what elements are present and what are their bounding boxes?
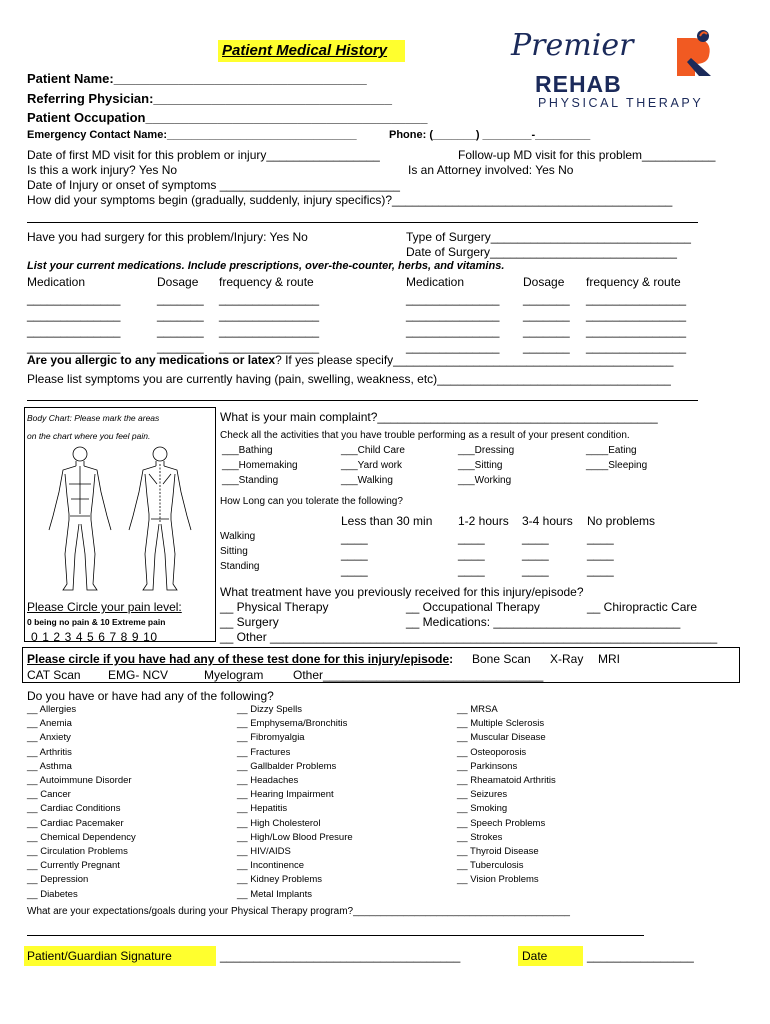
condition-item[interactable]: __ Speech Problems <box>457 817 546 829</box>
med-header-freq-right: frequency & route <box>586 275 681 289</box>
med-header-freq-left: frequency & route <box>219 275 314 289</box>
tolerate-blank[interactable]: ____ <box>458 563 485 577</box>
condition-item[interactable]: __ Osteoporosis <box>457 746 527 758</box>
condition-item[interactable]: __ Strokes <box>457 831 503 843</box>
condition-item[interactable]: __ Fibromyalgia <box>237 732 305 744</box>
condition-item[interactable]: __ Asthma <box>27 760 72 772</box>
patient-occupation-field[interactable]: Patient Occupation_______________________________________ <box>27 110 428 125</box>
condition-item[interactable]: __ Headaches <box>237 775 299 786</box>
condition-item[interactable]: __ Emphysema/Bronchitis <box>237 718 348 730</box>
tolerate-blank[interactable]: ____ <box>341 531 368 545</box>
dose-blank[interactable]: _______ <box>157 324 204 338</box>
date-label: Date <box>522 949 548 963</box>
phone-field[interactable]: Phone: (_______) ________-_________ <box>389 129 591 141</box>
test-other[interactable]: Other_________________________________ <box>293 668 544 682</box>
med-header-medication-right: Medication <box>406 275 465 289</box>
condition-item[interactable]: __ Kidney Problems <box>237 874 323 886</box>
dose-blank[interactable]: _______ <box>157 340 204 354</box>
tolerate-header-3-4: 3-4 hours <box>522 514 573 528</box>
condition-item[interactable]: __ Seizures <box>457 789 508 801</box>
pain-level-label: Please Circle your pain level: <box>27 600 182 614</box>
freq-blank[interactable]: _______________ <box>219 292 320 306</box>
tolerate-row-standing: Standing <box>220 561 260 572</box>
blank-answer-line[interactable] <box>27 222 698 223</box>
activity-homemaking[interactable]: ___Homemaking <box>222 460 298 471</box>
med-blank[interactable]: ______________ <box>27 340 121 354</box>
activity-eating[interactable]: ____Eating <box>586 445 637 456</box>
type-of-surgery-field[interactable]: Type of Surgery______________________________ <box>406 230 691 244</box>
med-blank[interactable]: ______________ <box>406 340 500 354</box>
treatment-occupational-therapy[interactable]: __ Occupational Therapy <box>406 600 540 614</box>
signature-label: Patient/Guardian Signature <box>27 949 172 963</box>
freq-blank[interactable]: _______________ <box>219 340 320 354</box>
allergy-bold: Are you allergic to any medications or latex <box>27 353 276 367</box>
body-chart-figures[interactable] <box>25 444 215 594</box>
condition-item[interactable]: __ Anxiety <box>27 732 71 744</box>
emergency-contact-field[interactable]: Emergency Contact Name:_______________________________ <box>27 129 357 141</box>
dose-blank[interactable]: _______ <box>157 292 204 306</box>
tolerate-question: How Long can you tolerate the following? <box>220 496 403 507</box>
condition-item[interactable]: __ Allergies <box>27 704 77 715</box>
body-chart-caption-2: on the chart where you feel pain. <box>27 431 151 441</box>
date-of-injury-field[interactable]: Date of Injury or onset of symptoms ___________________________ <box>27 178 400 192</box>
freq-blank[interactable]: _______________ <box>586 340 687 354</box>
logo-rehab-text: REHAB <box>535 71 622 97</box>
condition-item[interactable]: __ Gallbalder Problems <box>237 760 337 772</box>
condition-item[interactable]: __ Currently Pregnant <box>27 860 120 872</box>
dose-blank[interactable]: _______ <box>523 308 570 322</box>
med-blank[interactable]: ______________ <box>406 308 500 322</box>
freq-blank[interactable]: _______________ <box>219 308 320 322</box>
condition-item[interactable]: __ Metal Implants <box>237 888 312 900</box>
tolerate-blank[interactable]: ____ <box>587 547 614 561</box>
tolerate-blank[interactable]: ____ <box>341 547 368 561</box>
signature-line[interactable]: ____________________________________ <box>220 949 461 963</box>
condition-item[interactable]: __ Hepatitis <box>237 803 288 815</box>
condition-item[interactable]: __ Hearing Impairment <box>237 789 334 801</box>
tolerate-header-no-problems: No problems <box>587 514 656 528</box>
activity-working[interactable]: ___Working <box>458 475 512 486</box>
main-complaint-field[interactable]: What is your main complaint?__________________________________________ <box>220 410 658 424</box>
med-header-dosage-left: Dosage <box>157 275 199 289</box>
activity-bathing[interactable]: ___Bathing <box>222 445 273 456</box>
tests-heading-text: Please circle if you have had any of these test done for this injury/episode <box>27 652 450 666</box>
tolerate-blank[interactable]: ____ <box>587 563 614 577</box>
med-blank[interactable]: ______________ <box>27 308 121 322</box>
condition-item[interactable]: __ Fractures <box>237 746 291 758</box>
date-of-surgery-field[interactable]: Date of Surgery____________________________ <box>406 245 677 259</box>
treatment-physical-therapy[interactable]: __ Physical Therapy <box>220 600 329 614</box>
med-blank[interactable]: ______________ <box>27 292 121 306</box>
tolerate-blank[interactable]: ____ <box>458 547 485 561</box>
condition-item[interactable]: __ Rheamatoid Arthritis <box>457 775 556 786</box>
logo-script-text: Premier <box>511 28 634 63</box>
condition-item[interactable]: __ Thyroid Disease <box>457 846 539 857</box>
referring-physician-field[interactable]: Referring Physician:_________________________________ <box>27 91 393 106</box>
condition-item[interactable]: __ Muscular Disease <box>457 732 546 744</box>
tolerate-header-less-30: Less than 30 min <box>341 514 433 528</box>
tolerate-row-sitting: Sitting <box>220 546 248 557</box>
test-emg-ncv[interactable]: EMG- NCV <box>108 668 168 682</box>
tests-heading-colon: : <box>449 652 454 666</box>
patient-name-field[interactable]: Patient Name:___________________________________ <box>27 71 367 86</box>
treatment-chiropractic[interactable]: __ Chiropractic Care <box>587 600 698 614</box>
activity-standing[interactable]: ___Standing <box>222 475 279 486</box>
test-mri[interactable]: MRI <box>598 652 620 666</box>
condition-item[interactable]: __ Cardiac Conditions <box>27 803 121 815</box>
surgery-question[interactable]: Have you had surgery for this problem/Injury: Yes No <box>27 230 308 244</box>
test-cat-scan[interactable]: CAT Scan <box>27 668 81 682</box>
freq-blank[interactable]: _______________ <box>586 308 687 322</box>
med-blank[interactable]: ______________ <box>27 324 121 338</box>
tolerate-blank[interactable]: ____ <box>341 563 368 577</box>
condition-item[interactable]: __ Tuberculosis <box>457 860 524 872</box>
condition-item[interactable]: __ Cardiac Pacemaker <box>27 817 124 829</box>
followup-md-visit-field[interactable]: Follow-up MD visit for this problem___________ <box>458 148 716 162</box>
dose-blank[interactable]: _______ <box>523 340 570 354</box>
dose-blank[interactable]: _______ <box>523 292 570 306</box>
condition-item[interactable]: __ Diabetes <box>27 888 78 900</box>
med-blank[interactable]: ______________ <box>406 292 500 306</box>
tolerate-blank[interactable]: ____ <box>458 531 485 545</box>
attorney-question[interactable]: Is an Attorney involved: Yes No <box>408 163 574 177</box>
med-header-dosage-right: Dosage <box>523 275 565 289</box>
freq-blank[interactable]: _______________ <box>219 324 320 338</box>
dose-blank[interactable]: _______ <box>523 324 570 338</box>
condition-item[interactable]: __ Dizzy Spells <box>237 704 302 715</box>
conditions-question: Do you have or have had any of the following? <box>27 689 274 703</box>
condition-item[interactable]: __ Autoimmune Disorder <box>27 775 132 786</box>
condition-item[interactable]: __ Incontinence <box>237 860 305 872</box>
treatment-medications[interactable]: __ Medications: ____________________________ <box>406 615 681 629</box>
date-line[interactable]: ________________ <box>587 949 694 963</box>
first-md-visit-field[interactable]: Date of first MD visit for this problem or injury_________________ <box>27 148 380 162</box>
condition-item[interactable]: __ Parkinsons <box>457 760 518 772</box>
tolerate-row-walking: Walking <box>220 531 256 542</box>
activity-yard-work[interactable]: ___Yard work <box>341 460 402 471</box>
condition-item[interactable]: __ Chemical Dependency <box>27 831 136 843</box>
activity-dressing[interactable]: ___Dressing <box>458 445 515 456</box>
condition-item[interactable]: __ Circulation Problems <box>27 846 128 857</box>
freq-blank[interactable]: _______________ <box>586 292 687 306</box>
treatment-question: What treatment have you previously received for this injury/episode? <box>220 585 584 599</box>
allergy-rest: ? If yes please specify__________________________________________ <box>275 353 674 367</box>
tolerate-blank[interactable]: ____ <box>522 531 549 545</box>
freq-blank[interactable]: _______________ <box>586 324 687 338</box>
tests-heading <box>27 652 453 666</box>
condition-item[interactable]: __ Anemia <box>27 718 72 730</box>
condition-item[interactable]: __ Cancer <box>27 789 71 801</box>
blank-answer-line[interactable] <box>27 400 698 401</box>
work-injury-question[interactable]: Is this a work injury? Yes No <box>27 163 178 177</box>
condition-item[interactable]: __ Arthritis <box>27 746 72 758</box>
symptoms-list-field[interactable]: Please list symptoms you are currently having (pain, swelling, weakness, etc)___________________________________ <box>27 372 671 386</box>
blank-answer-line[interactable] <box>27 935 644 936</box>
dose-blank[interactable]: _______ <box>157 308 204 322</box>
condition-item[interactable]: __ Vision Problems <box>457 874 539 886</box>
activity-child-care[interactable]: ___Child Care <box>341 445 405 456</box>
pain-scale-description: 0 being no pain & 10 Extreme pain <box>27 617 166 627</box>
page-title: Patient Medical History <box>222 42 388 59</box>
tolerate-blank[interactable]: ____ <box>522 547 549 561</box>
symptoms-begin-field[interactable]: How did your symptoms begin (gradually, suddenly, injury specifics)?__________________________________________ <box>27 193 673 207</box>
condition-item[interactable]: __ Smoking <box>457 803 508 815</box>
condition-item[interactable]: __ HIV/AIDS <box>237 846 291 857</box>
logo-pt-text: PHYSICAL THERAPY <box>538 96 704 110</box>
check-all-activities: Check all the activities that you have trouble performing as a result of your present condition. <box>220 430 630 441</box>
condition-item[interactable]: __ High/Low Blood Presure <box>237 831 353 843</box>
med-header-medication-left: Medication <box>27 275 86 289</box>
allergy-question[interactable] <box>27 353 673 367</box>
test-bone-scan[interactable]: Bone Scan <box>472 652 531 666</box>
tolerate-blank[interactable]: ____ <box>522 563 549 577</box>
test-xray[interactable]: X-Ray <box>550 652 584 666</box>
test-myelogram[interactable]: Myelogram <box>204 668 264 682</box>
tolerate-header-1-2: 1-2 hours <box>458 514 509 528</box>
activity-sitting[interactable]: ___Sitting <box>458 460 503 471</box>
treatment-surgery[interactable]: __ Surgery <box>220 615 279 629</box>
medications-heading: List your current medications. Include prescriptions, over-the-counter, herbs, and vitamins. <box>27 260 505 272</box>
tolerate-blank[interactable]: ____ <box>587 531 614 545</box>
med-blank[interactable]: ______________ <box>406 324 500 338</box>
logo-mark-icon <box>673 28 717 78</box>
condition-item[interactable]: __ High Cholesterol <box>237 817 321 829</box>
pain-level-scale[interactable]: 0 1 2 3 4 5 6 7 8 9 10 <box>31 630 158 644</box>
company-logo <box>505 28 725 114</box>
condition-item[interactable]: __ Multiple Sclerosis <box>457 718 545 730</box>
condition-item[interactable]: __ MRSA <box>457 704 498 715</box>
activity-walking[interactable]: ___Walking <box>341 475 393 486</box>
body-chart-caption-1: Body Chart: Please mark the areas <box>27 413 160 423</box>
treatment-other[interactable]: __ Other ___________________________________________________________________ <box>220 630 718 644</box>
condition-item[interactable]: __ Depression <box>27 874 89 886</box>
activity-sleeping[interactable]: ____Sleeping <box>586 460 648 471</box>
expectations-field[interactable]: What are your expectations/goals during your Physical Therapy program?_______________________________________ <box>27 906 570 917</box>
